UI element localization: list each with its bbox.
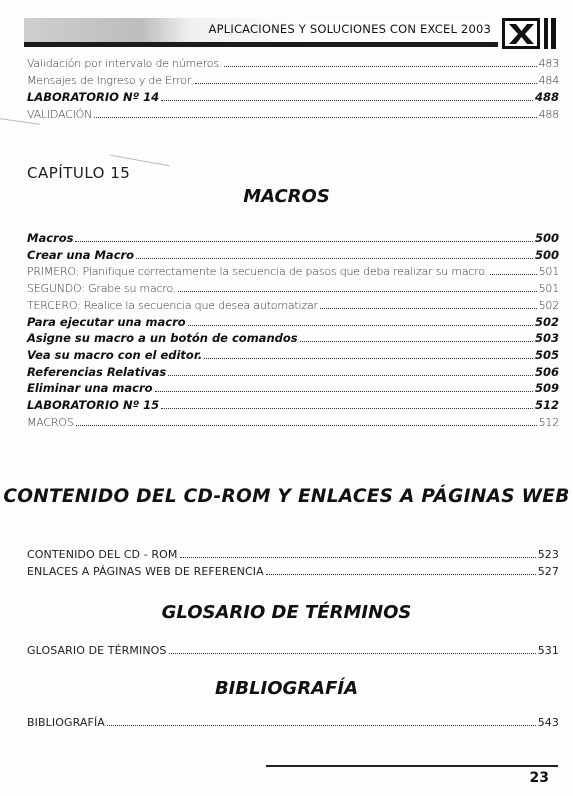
toc-leader-dots (266, 574, 536, 575)
toc-entry-title: CONTENIDO DEL CD - ROM (27, 548, 178, 561)
toc-leader-dots (224, 66, 536, 67)
cdrom-section-title: CONTENIDO DEL CD-ROM Y ENLACES A PÁGINAS WEB (3, 486, 570, 507)
page-number: 23 (529, 770, 549, 786)
toc-entry-page: 488 (534, 90, 559, 104)
toc-entry (27, 296, 559, 312)
footer-rule (266, 765, 558, 767)
toc-leader-dots (161, 408, 533, 409)
toc-entry (27, 105, 559, 121)
toc-leader-dots (188, 325, 533, 326)
toc-leader-dots (75, 241, 533, 242)
toc-entry-title: MACROS (27, 415, 74, 429)
toc-entry-page: 501 (538, 265, 559, 279)
toc-entry (27, 313, 559, 329)
chapter-title: MACROS (243, 186, 330, 207)
toc-entry-page: 500 (534, 231, 559, 245)
toc-entry-title: Para ejecutar una macro (27, 314, 186, 329)
toc-entry (27, 246, 559, 262)
toc-leader-dots (168, 375, 533, 376)
excel-logo-icon (502, 18, 540, 49)
toc-leader-dots (490, 274, 537, 275)
toc-entry-title: Crear una Macro (27, 247, 135, 262)
toc-leader-dots (161, 100, 533, 101)
toc-entry (27, 329, 559, 345)
toc-entry (27, 54, 559, 70)
toc-entry-title: Asigne su macro a un botón de comandos (27, 331, 298, 346)
toc-entry-page: 502 (538, 298, 559, 312)
toc-entry (27, 713, 559, 729)
running-header-title: APLICACIONES Y SOLUCIONES CON EXCEL 2003 (208, 22, 491, 36)
chapter-label: CAPÍTULO 15 (27, 164, 131, 182)
toc-entry (27, 88, 559, 104)
toc-entry-title: GLOSARIO DE TÉRMINOS (27, 644, 167, 657)
toc-leader-dots (300, 341, 533, 342)
toc-entry-page: 512 (534, 398, 559, 412)
toc-leader-dots (107, 725, 536, 726)
toc-entry-page: 509 (534, 381, 559, 396)
toc-entry-page: 484 (538, 74, 559, 87)
toc-leader-dots (204, 358, 533, 359)
toc-entry-title: Referencias Relativas (27, 364, 167, 379)
toc-entry-title: VALIDACIÓN (27, 108, 93, 121)
toc-leader-dots (94, 117, 536, 118)
toc-entry (27, 545, 559, 561)
toc-entry-title: PRIMERO: Planifique correctamente la secuencia de pasos que deba realizar su macro. (27, 265, 488, 279)
toc-entry-title: TERCERO: Realice la secuencia que desea automatizar (27, 298, 318, 312)
header-rule (24, 42, 498, 47)
toc-entry-page: 502 (534, 314, 559, 329)
toc-entry-page: 501 (538, 282, 559, 296)
toc-leader-dots (178, 291, 536, 292)
toc-entry-title: ENLACES A PÁGINAS WEB DE REFERENCIA (27, 565, 264, 578)
toc-entry-page: 531 (537, 644, 559, 657)
toc-entry-page: 483 (538, 57, 559, 70)
toc-entry (27, 379, 559, 395)
toc-entry-page: 503 (534, 331, 559, 346)
toc-leader-dots (155, 391, 533, 392)
toc-entry-page: 488 (538, 108, 559, 121)
toc-entry-title: Eliminar una macro (27, 381, 153, 396)
bibliografia-section-title: BIBLIOGRAFÍA (214, 678, 359, 699)
toc-entry (27, 413, 559, 429)
toc-entry-page: 523 (537, 548, 559, 561)
toc-leader-dots (195, 83, 536, 84)
logo-bars-icon (544, 18, 560, 49)
toc-entry (27, 346, 559, 362)
toc-entry-title: LABORATORIO Nº 14 (27, 90, 160, 104)
toc-entry-title: LABORATORIO Nº 15 (27, 398, 160, 412)
toc-entry-title: Validación por intervalo de números. (27, 57, 223, 70)
toc-entry-title: BIBLIOGRAFÍA (27, 716, 105, 729)
toc-leader-dots (76, 425, 537, 426)
toc-entry-page: 527 (537, 565, 559, 578)
toc-leader-dots (180, 557, 536, 558)
toc-entry-title: Macros (27, 231, 74, 245)
toc-entry-page: 512 (538, 415, 559, 429)
toc-entry-title: Vea su macro con el editor. (27, 347, 203, 362)
toc-entry-page: 506 (534, 364, 559, 379)
toc-entry (27, 71, 559, 87)
toc-entry-title: SEGUNDO: Grabe su macro. (27, 282, 177, 296)
toc-entry (27, 562, 559, 578)
toc-entry (27, 262, 559, 278)
toc-entry-page: 543 (537, 716, 559, 729)
toc-entry (27, 641, 559, 657)
toc-leader-dots (320, 308, 537, 309)
toc-leader-dots (169, 653, 536, 654)
toc-entry (27, 363, 559, 379)
glosario-section-title: GLOSARIO DE TÉRMINOS (161, 602, 412, 623)
toc-entry (27, 279, 559, 295)
toc-entry (27, 229, 559, 245)
toc-entry-title: Mensajes de Ingreso y de Error. (27, 74, 194, 87)
toc-leader-dots (136, 258, 533, 259)
toc-entry-page: 500 (534, 247, 559, 262)
toc-entry (27, 396, 559, 412)
toc-entry-page: 505 (534, 347, 559, 362)
